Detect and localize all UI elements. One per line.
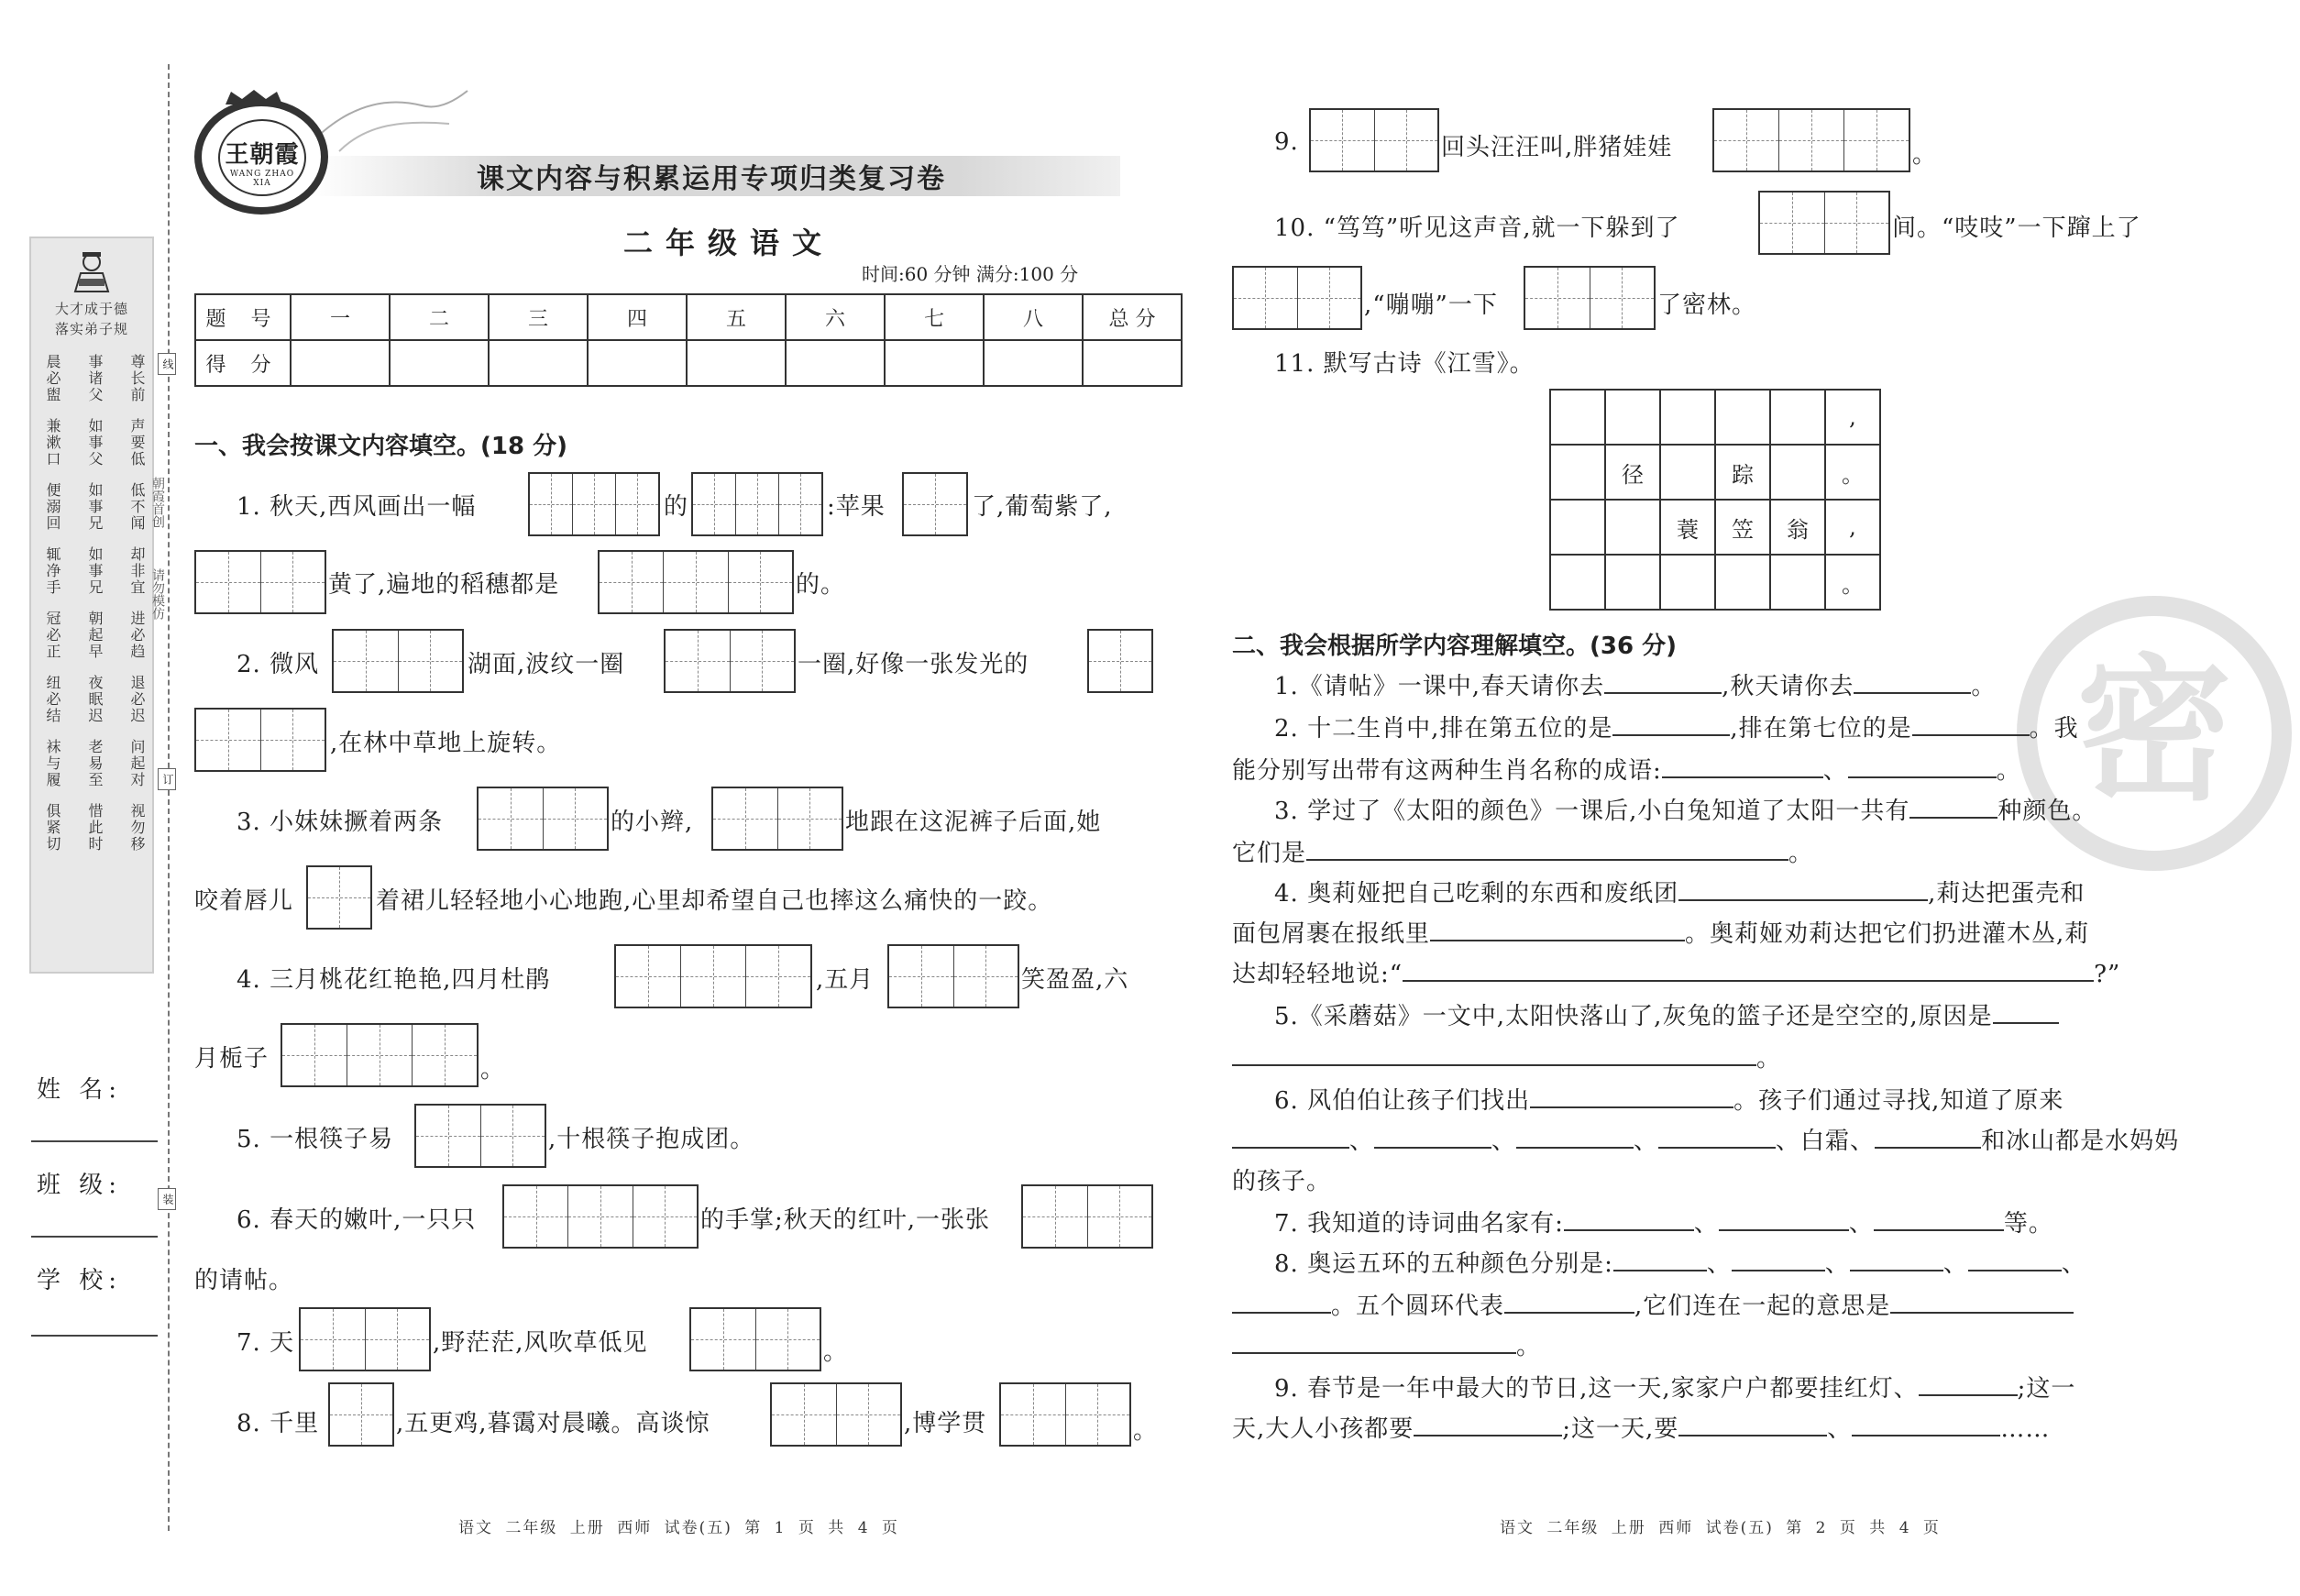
poem-row [1550, 555, 1880, 610]
motto-col: 低不闻 [128, 482, 146, 532]
question-text: 月栀子 [194, 1045, 270, 1073]
motto-col: 兼漱口 [44, 418, 61, 468]
q-text: 、 [1706, 1250, 1732, 1278]
question-text [1274, 1082, 2063, 1116]
q-text: ;这一天,要 [1562, 1415, 1679, 1443]
question-text: 。 [1912, 141, 1938, 169]
motto-col: 却非宜 [128, 546, 146, 596]
motto-col: 尊长前 [128, 354, 146, 403]
motto-group [44, 354, 145, 403]
table-cell: 三 [489, 294, 588, 340]
answer-blank[interactable] [1874, 1207, 2004, 1231]
motto-col: 辄净手 [44, 546, 61, 596]
answer-box[interactable] [1309, 108, 1439, 172]
answer-blank[interactable] [1678, 877, 1928, 901]
answer-blank[interactable] [1232, 1042, 1756, 1066]
section-1-heading: 一、我会按课文内容填空。(18 分) [194, 433, 567, 460]
question-text [1274, 667, 1996, 701]
q-text: 、白霜、 [1776, 1128, 1876, 1155]
motto-col: 视勿移 [128, 803, 146, 853]
motto-group [44, 546, 145, 596]
q-text: 、 [2061, 1250, 2086, 1278]
answer-box[interactable] [1087, 629, 1153, 693]
question-text: 3. 小妹妹撅着两条 [237, 809, 444, 836]
question-text [1274, 875, 2085, 908]
q-text: 3. 学过了《太阳的颜色》一课后,小白兔知道了太阳一共有 [1274, 798, 1910, 825]
question-text: ,五更鸡,暮霭对晨曦。高谈惊 [396, 1410, 710, 1437]
question-text: 的小辫, [611, 809, 694, 836]
answer-box[interactable] [999, 1382, 1131, 1447]
poem-cell[interactable] [1605, 390, 1660, 445]
answer-blank[interactable] [1564, 1207, 1694, 1231]
ribbon-decoration [312, 87, 477, 160]
answer-box[interactable] [332, 629, 464, 693]
question-text [1274, 1370, 2075, 1403]
question-text [1232, 1040, 1781, 1073]
q-text: 种颜色。 [1997, 798, 2097, 825]
question-text [1232, 1327, 1541, 1361]
name-label: 姓 名: [37, 1076, 123, 1104]
q-text: 。奥莉娅劝莉达把它们扔进灌木丛,莉 [1685, 920, 2090, 948]
table-cell: 四 [588, 294, 687, 340]
poem-row [1550, 500, 1880, 555]
poem-cell[interactable] [1715, 555, 1770, 610]
poem-row [1550, 445, 1880, 500]
q-text: 。 [1996, 757, 2021, 785]
motto-col: 俱紧切 [44, 803, 61, 853]
q-text: 。 [1788, 840, 1814, 867]
answer-blank[interactable] [1374, 1125, 1491, 1149]
answer-blank[interactable] [1306, 837, 1788, 861]
q-text: 。 [1756, 1045, 1782, 1073]
q-text: 能分别写出带有这两种生肖名称的成语: [1232, 757, 1662, 785]
q-text: 1.《请帖》一课中,春天请你去 [1274, 673, 1605, 700]
score-input-cell[interactable] [588, 340, 687, 386]
cut-mark: 订 [158, 768, 176, 790]
question-text: ,在林中草地上旋转。 [330, 730, 562, 757]
school-field[interactable] [31, 1335, 158, 1337]
poem-cell[interactable] [1660, 555, 1715, 610]
motto-col: 冠必正 [44, 611, 61, 660]
question-text: 1. 秋天,西风画出一幅 [237, 493, 477, 521]
motto-col: 纽必结 [44, 675, 61, 724]
poem-cell: 翁 [1770, 500, 1825, 555]
answer-blank[interactable] [1658, 1125, 1776, 1149]
question-text [1274, 792, 2096, 826]
question-text: 11. 默写古诗《江雪》。 [1274, 350, 1535, 378]
motto-col: 朝起早 [86, 611, 104, 660]
answer-blank[interactable] [1530, 1084, 1733, 1108]
motto-col: 惜此时 [86, 803, 104, 853]
question-text: 笑盈盈,六 [1021, 966, 1129, 994]
answer-blank[interactable] [1612, 712, 1730, 736]
motto-col: 问起对 [128, 739, 146, 788]
score-header-row [195, 294, 1182, 340]
q-text: 5.《采蘑菇》一文中,太阳快落山了,灰兔的篮子还是空空的,原因是 [1274, 1003, 1993, 1030]
motto-group [44, 739, 145, 788]
poem-cell: 。 [1825, 555, 1880, 610]
table-cell: 二 [390, 294, 489, 340]
question-text: 的请帖。 [194, 1267, 294, 1294]
table-cell: 得 分 [195, 340, 291, 386]
motto-col: 老易至 [86, 739, 104, 788]
score-input-cell[interactable] [885, 340, 984, 386]
q-text: 。 [1971, 673, 1997, 700]
question-text: 咬着唇儿 [194, 887, 294, 915]
table-cell: 总 分 [1083, 294, 1182, 340]
answer-blank[interactable] [1875, 1125, 1981, 1149]
score-input-cell[interactable] [786, 340, 885, 386]
question-text: ,博学贯 [904, 1410, 987, 1437]
answer-box[interactable] [1021, 1184, 1153, 1249]
table-cell: 题 号 [195, 294, 291, 340]
question-text: 10. “笃笃”听见这声音,就一下躲到了 [1274, 215, 1680, 242]
answer-box[interactable] [1232, 266, 1362, 330]
poem-cell: 。 [1825, 445, 1880, 500]
q-text: ?” [2094, 961, 2121, 988]
answer-blank[interactable] [1504, 1290, 1634, 1314]
q-text: 它们是 [1232, 840, 1307, 867]
answer-blank[interactable] [1232, 1290, 1331, 1314]
table-cell: 六 [786, 294, 885, 340]
logo-subtext: WANG ZHAO XIA [229, 170, 295, 188]
poem-row [1550, 390, 1880, 445]
answer-box[interactable] [299, 1307, 431, 1371]
answer-box[interactable] [194, 708, 326, 772]
question-text: 7. 天 [237, 1329, 295, 1357]
poem-cell[interactable] [1770, 445, 1825, 500]
question-text: ,“嘣嘣”一下 [1364, 292, 1498, 319]
q-text: 4. 奥莉娅把自己吃剩的东西和废纸团 [1274, 880, 1679, 908]
score-value-row [195, 340, 1182, 386]
q-text: 7. 我知道的诗词曲名家有: [1274, 1210, 1564, 1238]
answer-blank[interactable] [1854, 670, 1971, 694]
answer-blank[interactable] [1919, 1372, 2018, 1396]
q-text: 、 [1824, 1250, 1850, 1278]
poem-cell: , [1825, 500, 1880, 555]
question-text [1232, 915, 2089, 949]
answer-blank[interactable] [1852, 1413, 2000, 1436]
answer-box[interactable] [691, 472, 823, 536]
motto-col: 如事兄 [86, 546, 104, 596]
answer-box[interactable] [770, 1382, 902, 1447]
logo-inner [218, 119, 306, 196]
answer-blank[interactable] [1516, 1125, 1634, 1149]
motto-group [44, 803, 145, 853]
answer-blank[interactable] [1430, 918, 1685, 941]
brand-logo [194, 99, 328, 215]
answer-box[interactable] [614, 944, 812, 1008]
question-text [1274, 1205, 2053, 1238]
answer-box[interactable] [1758, 191, 1890, 255]
question-text: 的手掌;秋天的红叶,一张张 [700, 1206, 991, 1234]
q-text: 6. 风伯伯让孩子们找出 [1274, 1087, 1531, 1115]
question-text: 的 [664, 493, 689, 521]
question-text: 6. 春天的嫩叶,一只只 [237, 1206, 477, 1234]
poem-cell: , [1825, 390, 1880, 445]
question-text: 地跟在这泥裤子后面,她 [845, 809, 1102, 836]
answer-box[interactable] [414, 1104, 546, 1168]
question-text [1232, 1287, 2074, 1321]
poem-cell[interactable] [1605, 500, 1660, 555]
poem-cell[interactable] [1550, 445, 1605, 500]
q-text: 达却轻轻地说:“ [1232, 961, 1403, 988]
question-text: 着裙儿轻轻地小心地跑,心里却希望自己也摔这么痛快的一跤。 [376, 887, 1053, 915]
question-text [1232, 1122, 2179, 1156]
cut-mark: 装 [158, 1188, 176, 1210]
paper-subject: 二年级语文 [623, 226, 835, 260]
motto-col: 晨必盥 [44, 354, 61, 403]
motto-group [44, 611, 145, 660]
question-text: 的。 [796, 571, 846, 599]
answer-blank[interactable] [1403, 958, 2094, 982]
page-footer-right: 语文 二年级 上册 西师 试卷(五) 第 2 页 共 4 页 [1500, 1519, 1941, 1537]
q-text: 。 [1516, 1333, 1542, 1360]
q-text: 。五个圆环代表 [1331, 1293, 1505, 1320]
answer-blank[interactable] [1719, 1207, 1849, 1231]
answer-box[interactable] [711, 787, 843, 851]
q-text: ,排在第七位的是 [1730, 715, 1912, 743]
q-text: ;这一 [2017, 1375, 2076, 1403]
answer-box[interactable] [887, 944, 1019, 1008]
page-footer-left: 语文 二年级 上册 西师 试卷(五) 第 1 页 共 4 页 [458, 1519, 899, 1537]
q-text: 、 [1848, 1210, 1874, 1238]
score-input-cell[interactable] [291, 340, 390, 386]
score-input-cell[interactable] [1083, 340, 1182, 386]
poem-cell: 蓑 [1660, 500, 1715, 555]
poem-cell[interactable] [1660, 445, 1715, 500]
answer-box[interactable] [528, 472, 660, 536]
poem-cell: 径 [1605, 445, 1660, 500]
watermark-seal: 密 [2017, 596, 2292, 871]
poem-grid [1549, 389, 1881, 611]
q-text: ,它们连在一起的意思是 [1634, 1293, 1891, 1320]
answer-blank[interactable] [1604, 670, 1722, 694]
cut-mark: 线 [158, 353, 176, 375]
scholar-icon [68, 249, 116, 293]
motto-col: 声要低 [128, 418, 146, 468]
question-text: 4. 三月桃花红艳艳,四月杜鹃 [237, 966, 551, 994]
poem-cell[interactable] [1550, 500, 1605, 555]
answer-blank[interactable] [1890, 1290, 2074, 1314]
motto-col: 如事父 [86, 418, 104, 468]
class-field[interactable] [31, 1236, 158, 1238]
binding-dashed-line [168, 64, 170, 1531]
poem-cell: 笠 [1715, 500, 1770, 555]
motto-col: 夜眠迟 [86, 675, 104, 724]
question-text: 回头汪汪叫,胖猪娃娃 [1441, 134, 1673, 161]
motto-col: 退必迟 [128, 675, 146, 724]
paper-title: 课文内容与积累运用专项归类复习卷 [477, 163, 946, 195]
q-text: …… [2000, 1415, 2051, 1443]
question-text: 2. 微风 [237, 651, 320, 678]
q-text: 、 [1634, 1128, 1659, 1155]
answer-blank[interactable] [1912, 712, 2030, 736]
question-text: 湖面,波纹一圈 [468, 651, 625, 678]
side-note-copyright: 朝霞首创 [150, 477, 165, 528]
motto-group [44, 418, 145, 468]
q-text: 。我 [2029, 715, 2079, 743]
question-text: :苹果 [827, 493, 886, 521]
poem-cell[interactable] [1715, 390, 1770, 445]
q-text: 面包屑裹在报纸里 [1232, 920, 1431, 948]
q-text: ,莉达把蛋壳和 [1928, 880, 2085, 908]
question-text: 了密林。 [1657, 292, 1757, 319]
name-field[interactable] [31, 1140, 158, 1142]
q-text: 、 [1827, 1415, 1853, 1443]
motto-group [44, 482, 145, 532]
score-table [194, 293, 1183, 387]
poem-cell: 踪 [1715, 445, 1770, 500]
score-input-cell[interactable] [984, 340, 1083, 386]
motto-group [44, 675, 145, 724]
side-note-no-copy: 请勿模仿 [150, 568, 165, 620]
question-text: 。 [823, 1338, 849, 1366]
answer-box[interactable] [689, 1307, 821, 1371]
motto-col: 便溺回 [44, 482, 61, 532]
q-text: 9. 春节是一年中最大的节日,这一天,家家户户都要挂红灯、 [1274, 1375, 1919, 1403]
poem-cell[interactable] [1605, 555, 1660, 610]
answer-blank[interactable] [1232, 1125, 1349, 1149]
question-text: 一圈,好像一张发光的 [798, 651, 1029, 678]
q-text: 和冰山都是水妈妈 [1981, 1128, 2180, 1155]
score-input-cell[interactable] [390, 340, 489, 386]
answer-box[interactable] [902, 472, 968, 536]
motto-heading-1: 大才成于德 [54, 301, 128, 317]
q-text: 。孩子们通过寻找,知道了原来 [1733, 1087, 2064, 1115]
score-input-cell[interactable] [489, 340, 588, 386]
time-score-info: 时间:60 分钟 满分:100 分 [862, 263, 1079, 285]
table-cell: 一 [291, 294, 390, 340]
table-cell: 七 [885, 294, 984, 340]
table-cell: 五 [687, 294, 786, 340]
question-text: 了,葡萄紫了, [972, 493, 1113, 521]
answer-box[interactable] [1524, 266, 1656, 330]
poem-cell[interactable] [1660, 390, 1715, 445]
answer-box[interactable] [281, 1023, 479, 1087]
q-text: 、 [1693, 1210, 1719, 1238]
question-text: ,野茫茫,风吹草低见 [433, 1329, 648, 1357]
question-text: 5. 一根筷子易 [237, 1126, 394, 1153]
q-text: ,秋天请你去 [1722, 673, 1854, 700]
question-text [1274, 1245, 2086, 1279]
answer-box[interactable] [502, 1184, 699, 1249]
question-text [1232, 1410, 2050, 1444]
answer-blank[interactable] [1678, 1413, 1827, 1436]
q-text: 、 [1491, 1128, 1517, 1155]
motto-col: 如事兄 [86, 482, 104, 532]
answer-blank[interactable] [1848, 754, 1997, 778]
answer-blank[interactable] [1232, 1330, 1516, 1354]
answer-box[interactable] [1712, 108, 1910, 172]
motto-col: 事诸父 [86, 354, 104, 403]
question-text [1232, 834, 1813, 868]
answer-blank[interactable] [1909, 795, 1997, 819]
motto-col: 袜与履 [44, 739, 61, 788]
answer-box[interactable] [598, 550, 794, 614]
answer-box[interactable] [306, 865, 372, 930]
question-text: 。 [1133, 1417, 1159, 1445]
q-text: 8. 奥运五环的五种颜色分别是: [1274, 1250, 1613, 1278]
motto-col: 进必趋 [128, 611, 146, 660]
question-text: ,五月 [816, 966, 875, 994]
motto-heading-2: 落实弟子规 [54, 321, 128, 337]
score-input-cell[interactable] [687, 340, 786, 386]
answer-blank[interactable] [1613, 1248, 1707, 1271]
answer-blank[interactable] [1732, 1248, 1825, 1271]
class-label: 班 级: [37, 1172, 123, 1199]
question-text: 9. [1274, 128, 1299, 156]
q-text: 2. 十二生肖中,排在第五位的是 [1274, 715, 1613, 743]
motto-columns [44, 354, 145, 867]
answer-box[interactable] [477, 787, 609, 851]
answer-blank[interactable] [1662, 754, 1823, 778]
question-text: ,十根筷子抱成团。 [548, 1126, 755, 1153]
question-text: 8. 千里 [237, 1410, 320, 1437]
question-text [1232, 752, 2021, 786]
school-label: 学 校: [37, 1267, 123, 1294]
answer-box[interactable] [194, 550, 326, 614]
question-text: 间。“吱吱”一下蹿上了 [1892, 215, 2141, 242]
q-text: 、 [1349, 1128, 1375, 1155]
question-text: 。 [480, 1056, 506, 1084]
question-text [1274, 997, 2059, 1031]
question-text [1274, 710, 2079, 743]
q-text: 等。 [2003, 1210, 2053, 1238]
q-text: 、 [1942, 1250, 1968, 1278]
q-text: 天,大人小孩都要 [1232, 1415, 1414, 1443]
motto-panel [29, 237, 154, 974]
answer-blank[interactable] [1993, 1000, 2059, 1024]
answer-blank[interactable] [1850, 1248, 1943, 1271]
section-2-heading: 二、我会根据所学内容理解填空。(36 分) [1232, 633, 1677, 660]
answer-blank[interactable] [1414, 1413, 1562, 1436]
logo-text: 王朝霞 [225, 141, 300, 169]
answer-box[interactable] [664, 629, 796, 693]
poem-cell[interactable] [1550, 555, 1605, 610]
table-cell: 八 [984, 294, 1083, 340]
poem-cell[interactable] [1550, 390, 1605, 445]
answer-blank[interactable] [1968, 1248, 2062, 1271]
question-text: 的孩子。 [1232, 1168, 1332, 1195]
poem-cell[interactable] [1770, 555, 1825, 610]
question-text [1232, 955, 2120, 989]
answer-box[interactable] [328, 1382, 394, 1447]
q-text: 、 [1822, 757, 1848, 785]
question-text: 黄了,遍地的稻穗都是 [328, 571, 560, 599]
poem-cell[interactable] [1770, 390, 1825, 445]
